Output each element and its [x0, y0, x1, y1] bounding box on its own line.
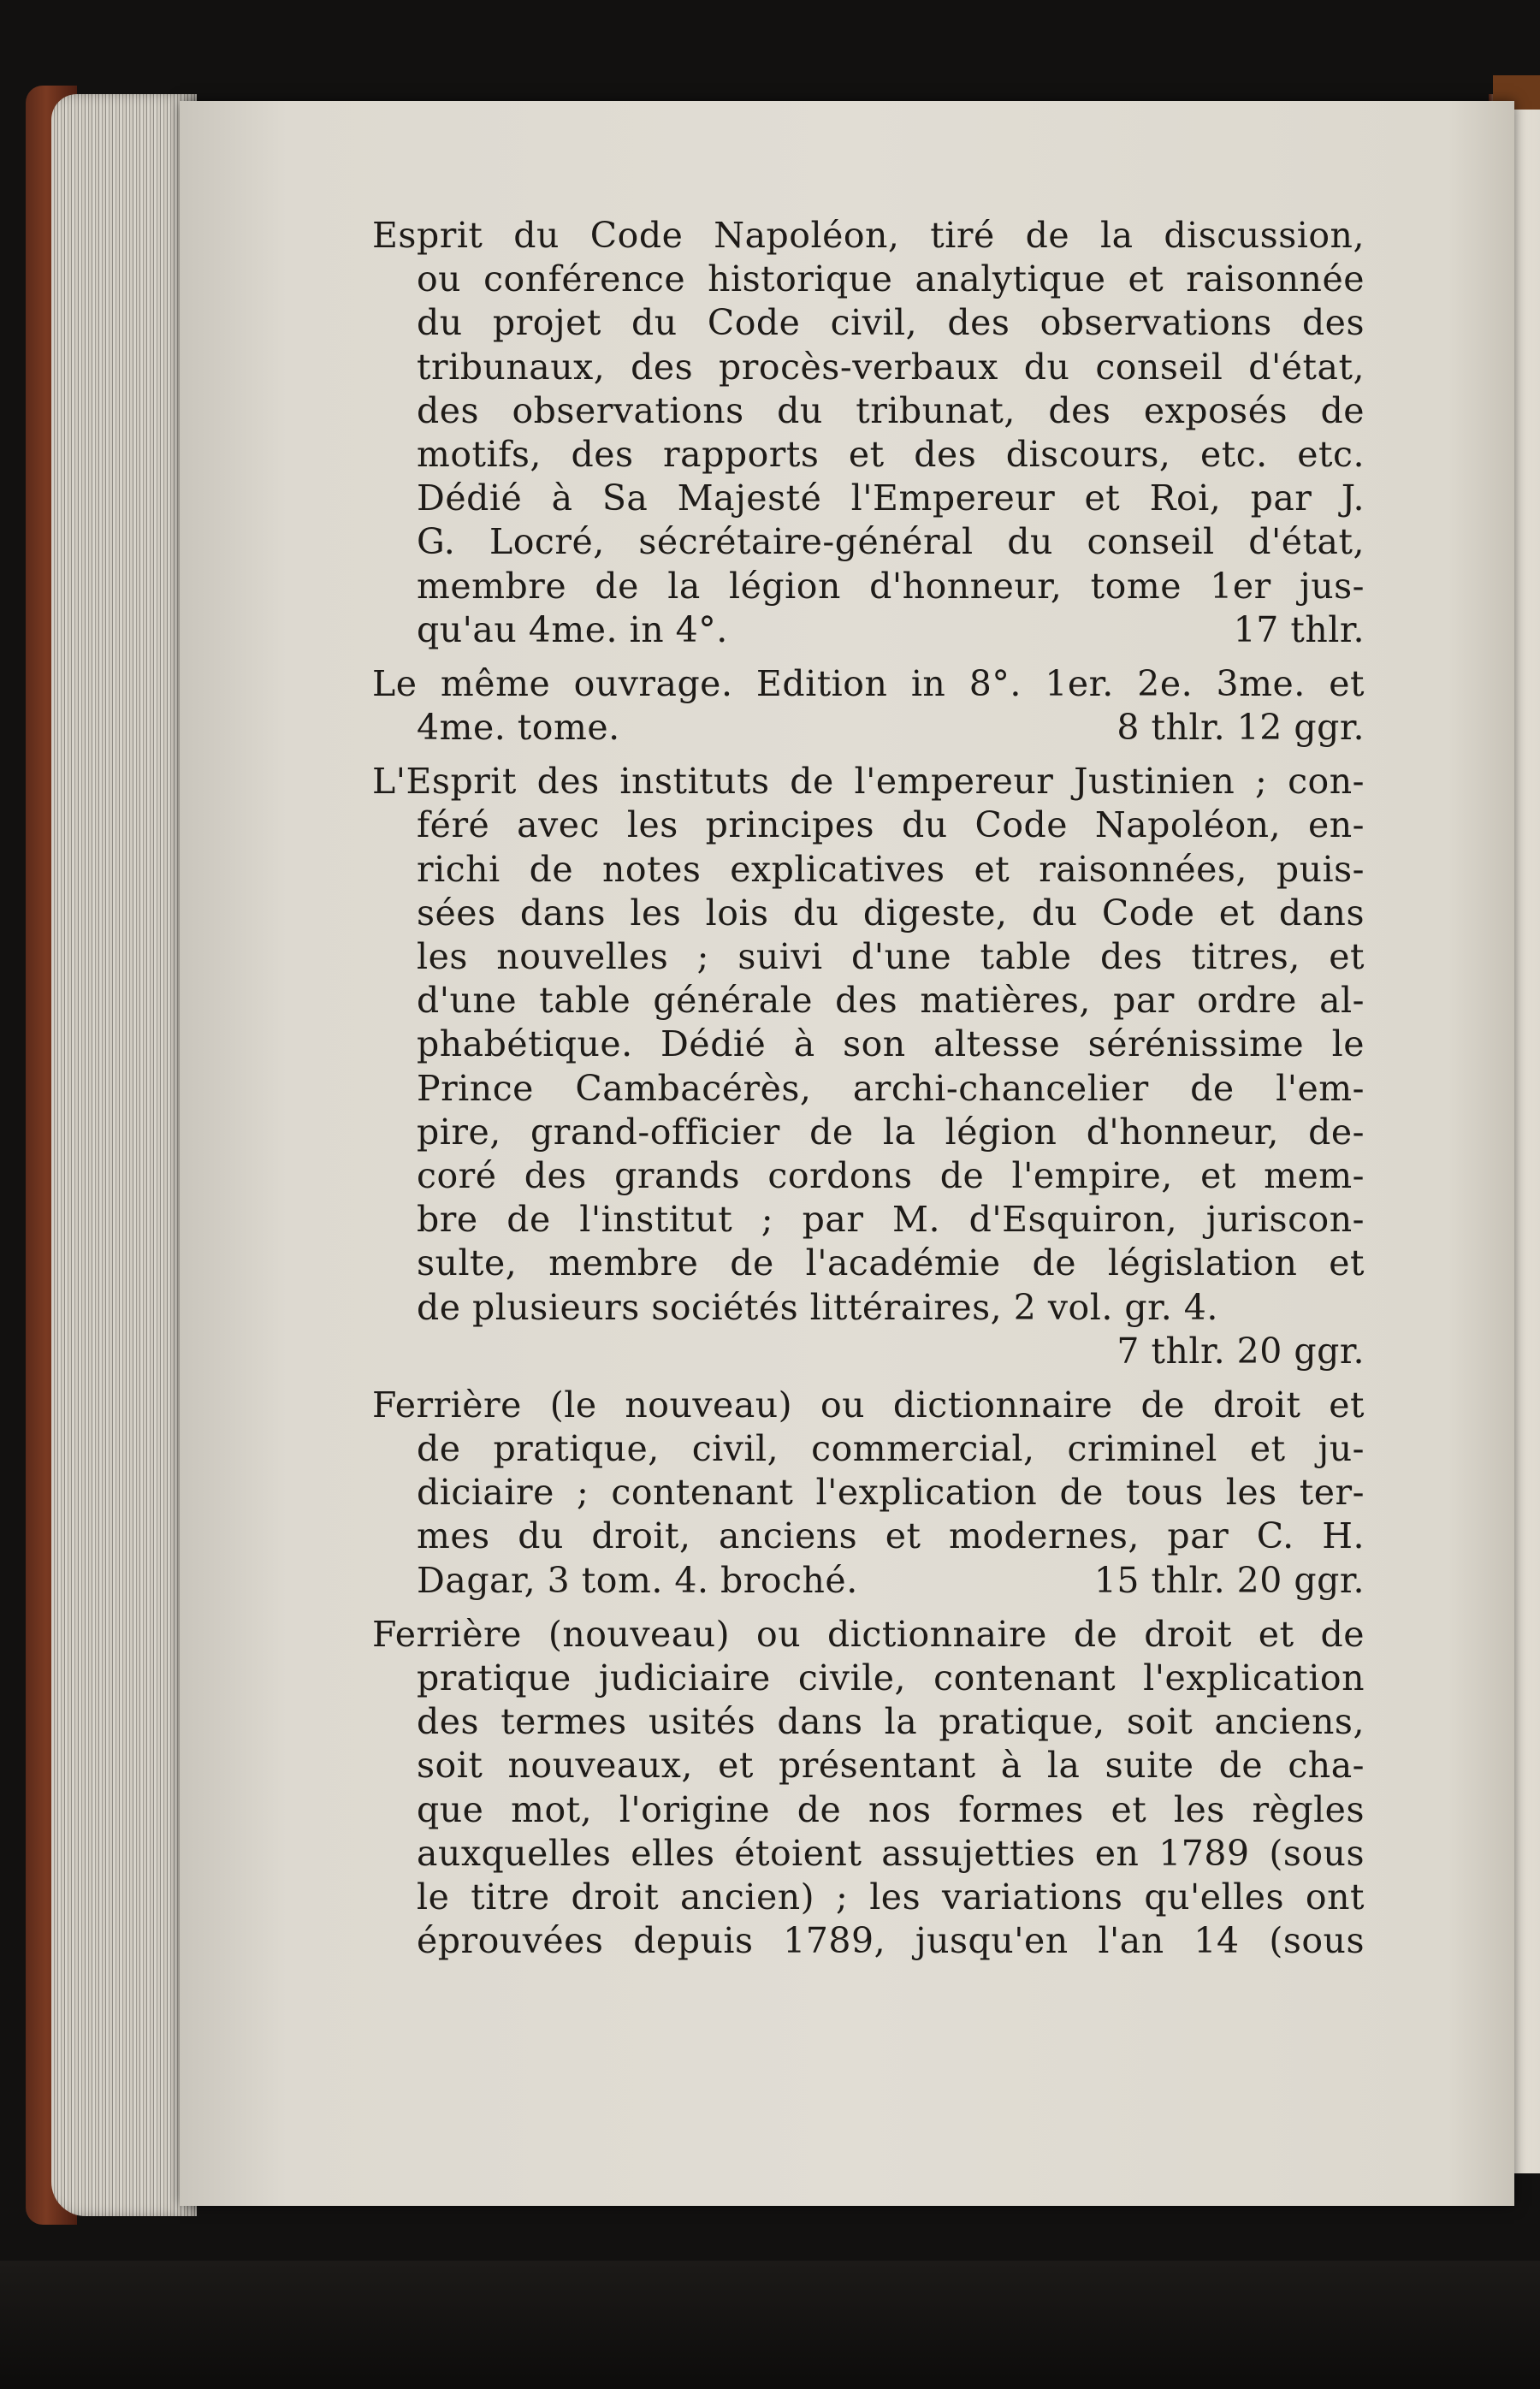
page-text — [372, 214, 1365, 1973]
entry-line-text: 4me. tome. — [417, 707, 620, 749]
catalog-entry — [372, 1613, 1365, 1964]
entry-line: des observations du tribunat, des exposés de — [417, 389, 1365, 431]
entry-line-text: Dagar, 3 tom. 4. broché. — [417, 1559, 858, 1601]
entry-line: pire, grand-officier de la légion d'honneur, de- — [417, 1111, 1365, 1153]
price: 15 thlr. 20 ggr. — [1093, 1559, 1365, 1601]
background-shadow — [0, 2261, 1540, 2389]
catalog-entry — [372, 662, 1365, 750]
entry-line: Dédié à Sa Majesté l'Empereur et Roi, par J. — [417, 477, 1365, 519]
entry-line: Prince Cambacérès, archi-chancelier de l'em- — [417, 1067, 1365, 1109]
entry-line: L'Esprit des instituts de l'empereur Justinien ; con- — [372, 761, 1365, 803]
catalog-entry — [372, 1384, 1365, 1603]
entry-last-line — [417, 608, 1365, 652]
entry-line: auxquelles elles étoient assujetties en 1789 (sous — [417, 1832, 1365, 1874]
entry-line: soit nouveaux, et présentant à la suite de cha- — [417, 1745, 1365, 1787]
entry-line-text: qu'au 4me. in 4°. — [417, 608, 728, 650]
entry-line: tribunaux, des procès-verbaux du conseil d'état, — [417, 346, 1365, 388]
entry-line: mes du droit, anciens et modernes, par C. H. — [417, 1515, 1365, 1557]
entry-line: des termes usités dans la pratique, soit anciens, — [417, 1701, 1365, 1743]
entry-line: du projet du Code civil, des observations des — [417, 302, 1365, 344]
entry-line: richi de notes explicatives et raisonnées, puis- — [417, 848, 1365, 890]
entry-last-line — [417, 1330, 1365, 1373]
entry-line: le titre droit ancien) ; les variations qu'elles ont — [417, 1876, 1365, 1918]
entry-line: diciaire ; contenant l'explication de tous les ter- — [417, 1472, 1365, 1514]
entry-line: que mot, l'origine de nos formes et les règles — [417, 1788, 1365, 1830]
entry-line: sées dans les lois du digeste, du Code et dans — [417, 892, 1365, 934]
entry-line: de plusieurs sociétés littéraires, 2 vol. gr. 4. — [417, 1286, 1218, 1328]
entry-line: Le même ouvrage. Edition in 8°. 1er. 2e. 3me. et — [372, 662, 1365, 704]
entry-line: motifs, des rapports et des discours, etc. etc. — [417, 433, 1365, 475]
entry-line: d'une table générale des matières, par ordre al- — [417, 980, 1365, 1022]
entry-line: bre de l'institut ; par M. d'Esquiron, juriscon- — [417, 1199, 1365, 1241]
price: 17 thlr. — [1233, 608, 1365, 650]
entry-line: pratique judiciaire civile, contenant l'explication — [417, 1657, 1365, 1698]
entry-line: les nouvelles ; suivi d'une table des titres, et — [417, 936, 1365, 977]
page-edges — [51, 94, 197, 2216]
entry-line: membre de la légion d'honneur, tome 1er jus- — [417, 565, 1365, 607]
entry-line: Ferrière (le nouveau) ou dictionnaire de droit et — [372, 1384, 1365, 1426]
entry-line: Esprit du Code Napoléon, tiré de la discussion, — [372, 215, 1365, 256]
entry-line: éprouvées depuis 1789, jusqu'en l'an 14 (sous — [417, 1920, 1365, 1962]
entry-line: de pratique, civil, commercial, criminel et ju- — [417, 1428, 1365, 1470]
entry-line: G. Locré, sécrétaire-général du conseil d'état, — [417, 521, 1365, 563]
price: 8 thlr. 12 ggr. — [1116, 707, 1365, 749]
entry-last-line — [417, 1559, 1365, 1603]
entry-line: phabétique. Dédié à son altesse sérénissime le — [417, 1023, 1365, 1065]
entry-line: sulte, membre de l'académie de législation et — [417, 1242, 1365, 1284]
entry-line: Ferrière (nouveau) ou dictionnaire de droit et de — [372, 1613, 1365, 1655]
entry-line: coré des grands cordons de l'empire, et mem- — [417, 1154, 1365, 1196]
entry-last-line — [417, 706, 1365, 750]
catalog-entry — [372, 760, 1365, 1373]
catalog-entry — [372, 214, 1365, 652]
entry-line: ou conférence historique analytique et raisonnée — [417, 258, 1365, 300]
entry-line: féré avec les principes du Code Napoléon, en- — [417, 804, 1365, 846]
price: 7 thlr. 20 ggr. — [1116, 1330, 1365, 1372]
